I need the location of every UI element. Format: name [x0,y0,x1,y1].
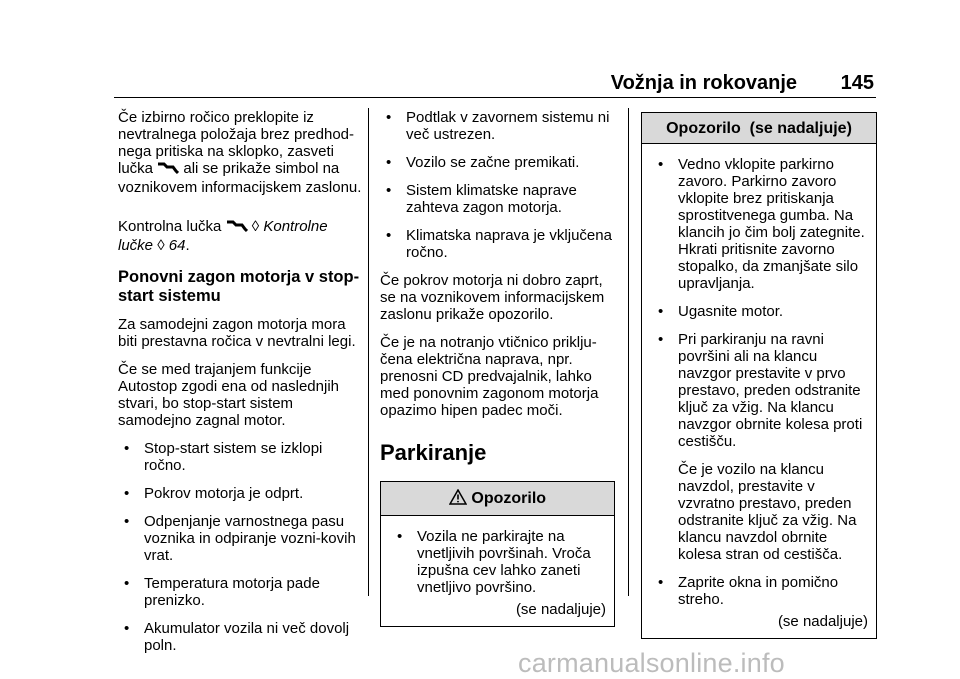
bullet-icon: • [124,440,130,457]
reference-arrow-icon: ◊ [157,237,165,254]
bullet-icon: • [124,513,130,530]
reference-link-cont[interactable]: lučke [118,237,154,254]
column-right [641,112,877,639]
list-item-text: Akumulator vozila ni več dovolj poln. [144,620,350,654]
page-number: 145 [840,72,874,94]
list-item [118,575,363,609]
section-heading-restart: Ponovni zagon motorja v stop-start sistemu [118,268,360,305]
list-item-text: Stop-start sistem se izklopi ročno. [144,440,323,474]
page-title: Vožnja in rokovanje [610,72,798,94]
bullet-icon: • [124,485,130,502]
bullet-icon: • [386,109,392,126]
reference-dot: . [185,237,190,254]
reference-link[interactable]: Kontrolne [263,218,328,235]
intro-rest: ali se prikaže simbol na voznikovem informacijskem zaslonu. [118,160,362,196]
shift-light-icon [157,161,179,179]
paragraph: Če se med trajanjem funkcije Autostop zgodi ena od naslednjih stvari, bo stop-start sistem samodejno zagnal motor. [118,361,340,429]
list-item [389,528,606,596]
continued-label: (se nadaljuje) [777,613,868,630]
warning-box [380,481,615,627]
list-item-text: Vozila ne parkirajte na vnetljivih površinah. Vroča izpušna cev lahko zaneti vnetljivo površino. [417,528,591,596]
list-item [380,182,615,216]
bullet-icon: • [397,528,403,545]
bullet-list [650,574,868,608]
warning-body [381,516,614,626]
list-item-text: Vozilo se začne premikati. [406,154,580,171]
bullet-icon: • [386,154,392,171]
list-item-text: Pri parkiranju na ravni površini ali na klancu navzgor prestavite v prvo prestavo, preden odstranite ključ za vžig. Na klancu navzgor obrnite kolesa proti cestišču. [678,331,863,450]
list-item-text: Klimatska naprava je vključena ročno. [406,227,612,261]
bullet-list [118,440,363,654]
intro-word: lučka [118,160,154,177]
list-item-text: Odpenjanje varnostnega pasu voznika in odpiranje vozni-kovih vrat. [144,513,356,564]
bullet-icon: • [658,303,664,320]
list-item-text: Podtlak v zavornem sistemu ni več ustrezen. [406,109,610,143]
reference-arrow-icon: ◊ [251,218,260,235]
indented-paragraph: Če je vozilo na klancu navzdol, prestavite v vzvratno prestavo, preden odstranite ključ za vžig. Na klancu navzdol obrnite kolesa stran od cestišča. [678,461,857,563]
list-item-text: Temperatura motorja pade prenizko. [144,575,320,609]
page-header [611,72,874,95]
bullet-icon: • [658,574,664,591]
warning-title: Opozorilo [471,490,547,507]
list-item-text: Ugasnite motor. [678,303,784,320]
reference-paragraph [118,218,363,254]
bullet-list [389,528,606,596]
reference-prefix: Kontrolna lučka [118,218,222,235]
bullet-icon: • [386,182,392,199]
paragraph: Če je na notranjo vtičnico priklju-čena električna naprava, npr. prenosni CD predvajalnik, lahko med ponovnim zagonom motorja opazimo hipen padec moči. [380,334,599,419]
list-item [650,156,868,292]
bullet-list [380,109,615,261]
column-divider [368,108,369,596]
list-item [118,485,363,502]
watermark: carmanualsonline.info [518,648,785,678]
paragraph: Če pokrov motorja ni dobro zaprt, se na voznikovem informacijskem zaslonu prikaže opozorilo. [380,272,605,323]
paragraph: Za samodejni zagon motorja mora biti prestavna ročica v nevtralni legi. [118,316,356,350]
bullet-icon: • [124,575,130,592]
column-left [118,109,363,665]
list-item [118,513,363,564]
continued-label: (se nadaljuje) [515,601,606,618]
section-heading-parking: Parkiranje [380,440,487,465]
intro-paragraph [118,109,363,196]
column-divider [628,108,629,596]
bullet-icon: • [386,227,392,244]
list-item [650,574,868,608]
bullet-list [650,156,868,450]
reference-page[interactable]: 64 [168,237,186,254]
list-item [380,109,615,143]
column-middle [380,109,615,627]
warning-header: Opozorilo (se nadaljuje) [642,113,876,144]
list-item [118,620,363,654]
warning-header [381,482,614,516]
bullet-icon: • [124,620,130,637]
list-item [650,303,868,320]
header-divider [114,97,876,98]
list-item-text: Zaprite okna in pomično streho. [678,574,839,608]
bullet-icon: • [658,156,664,173]
list-item [380,154,615,171]
shift-light-icon [226,219,248,237]
bullet-icon: • [658,331,664,348]
list-item-text: Pokrov motorja je odprt. [144,485,304,502]
list-item [118,440,363,474]
warning-body [642,144,876,638]
list-item [380,227,615,261]
warning-box-continued [641,112,877,639]
warning-triangle-icon [449,489,467,509]
intro-text: Če izbirno ročico preklopite iz nevtralnega položaja brez predhod-nega pritiska na sklopko, zasveti [118,109,354,160]
list-item-text: Sistem klimatske naprave zahteva zagon motorja. [406,182,577,216]
list-item [650,331,868,450]
list-item-text: Vedno vklopite parkirno zavoro. Parkirno zavoro vklopite brez pritiskanja sprostitvenega gumba. Na klancih jo čim bolj zategnite. Hkrati pritisnite zavorno stopalko, da zmanjšate silo upravljanja. [678,156,865,292]
